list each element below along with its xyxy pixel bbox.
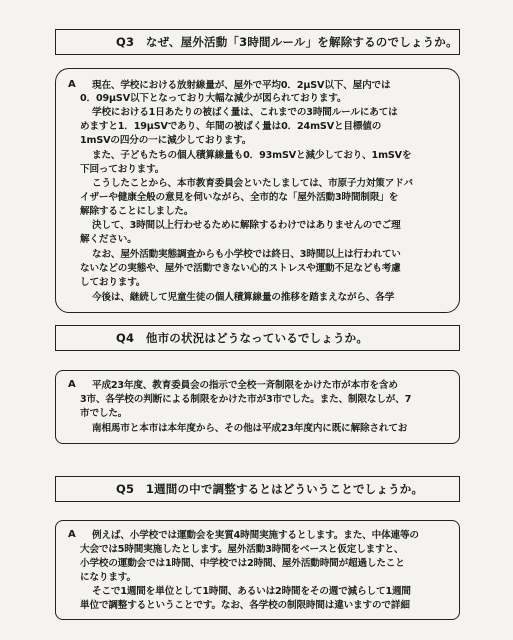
q3-answer-label: A [68, 79, 76, 90]
q3-answer-line: 下回っております。 [80, 164, 165, 175]
q3-answer-line: めますと1．19μSVであり、年間の被ばく量は0．24mSVと目標値の [80, 121, 382, 132]
q4-question-text: Q4 他市の状況はどうなっているでしょうか。 [116, 331, 369, 345]
q5-answer-line: 例えば、小学校では運動会を実質4時間実施するとします。また、中体連等の [92, 530, 419, 541]
q3-answer-box [55, 68, 460, 313]
q3-answer-line: 0．09μSV以下となっており大幅な減少が図られております。 [80, 93, 347, 104]
q5-answer-line: になります。 [80, 572, 136, 583]
q4-answer-line: 3市、各学校の判断による制限をかけた市が3市でした。また、制限なしが、7 [80, 394, 412, 405]
q4-answer-label: A [68, 379, 76, 390]
q3-answer-line: 今後は、継続して児童生徒の個人積算線量の推移を踏まえながら、各学 [92, 292, 395, 303]
q5-question-text: Q5 1週間の中で調整するとはどういうことでしょうか。 [116, 482, 424, 496]
q3-answer-line: また、子どもたちの個人積算線量も0．93mSVと減少しており、1mSVを [92, 150, 412, 161]
q3-answer-line: イザーや健康全般の意見を伺いながら、全市的な「屋外活動3時間制限」を [80, 192, 399, 203]
q5-answer-line: 単位で調整するということです。なお、各学校の制限時間は違いますので詳細 [80, 600, 410, 611]
q4-answer-line: 平成23年度、教育委員会の指示で全校一斉制限をかけた市が本市を含め [92, 380, 398, 391]
q4-answer-line: 南相馬市と本市は本年度から、その他は平成23年度内に既に解除されてお [92, 423, 408, 434]
q4-question-box [55, 325, 460, 351]
q4-answer-box [55, 370, 460, 444]
q5-answer-line: 小学校の運動会では1時間、中学校では2時間、屋外活動時間が超過したこと [80, 558, 405, 569]
q3-answer-line: 現在、学校における放射線量が、屋外で平均0．2μSV以下、屋内では [92, 80, 391, 91]
q3-question-box [55, 29, 460, 55]
q5-answer-line: 大会では5時間実施したとします。屋外活動3時間をベースと仮定しますと、 [80, 544, 404, 555]
q5-answer-line: そこで1週間を単位として1時間、あるいは2時間をその週で減らして1週間 [92, 586, 411, 597]
q5-answer-box [55, 520, 460, 620]
q3-question-text: Q3 なぜ、屋外活動「3時間ルール」を解除するのでしょうか。 [116, 35, 458, 49]
q5-answer-label: A [68, 529, 76, 540]
q3-answer-line: こうしたことから、本市教育委員会といたしましては、市原子力対策アドバ [92, 178, 413, 189]
q3-answer-line: 決して、3時間以上行わせるために解除するわけではありませんのでご理 [92, 220, 401, 231]
q3-answer-line: 解除することにしました。 [80, 206, 194, 217]
q3-answer-line: 学校における1日あたりの被ばく量は、これまでの3時間ルールにあては [92, 107, 398, 118]
q3-answer-line: 1mSVの四分の一に減少しております。 [80, 135, 252, 146]
q4-answer-line: 市でした。 [80, 408, 128, 419]
q3-answer-line: 解ください。 [80, 234, 137, 245]
q3-answer-line: なお、屋外活動実態調査からも小学校では終日、3時間以上は行われてい [92, 249, 401, 260]
q3-answer-line: ないなどの実態や、屋外で活動できない心的ストレスや運動不足なども考慮 [80, 263, 401, 274]
q3-answer-line: しております。 [80, 277, 146, 288]
q5-question-box [55, 476, 460, 502]
